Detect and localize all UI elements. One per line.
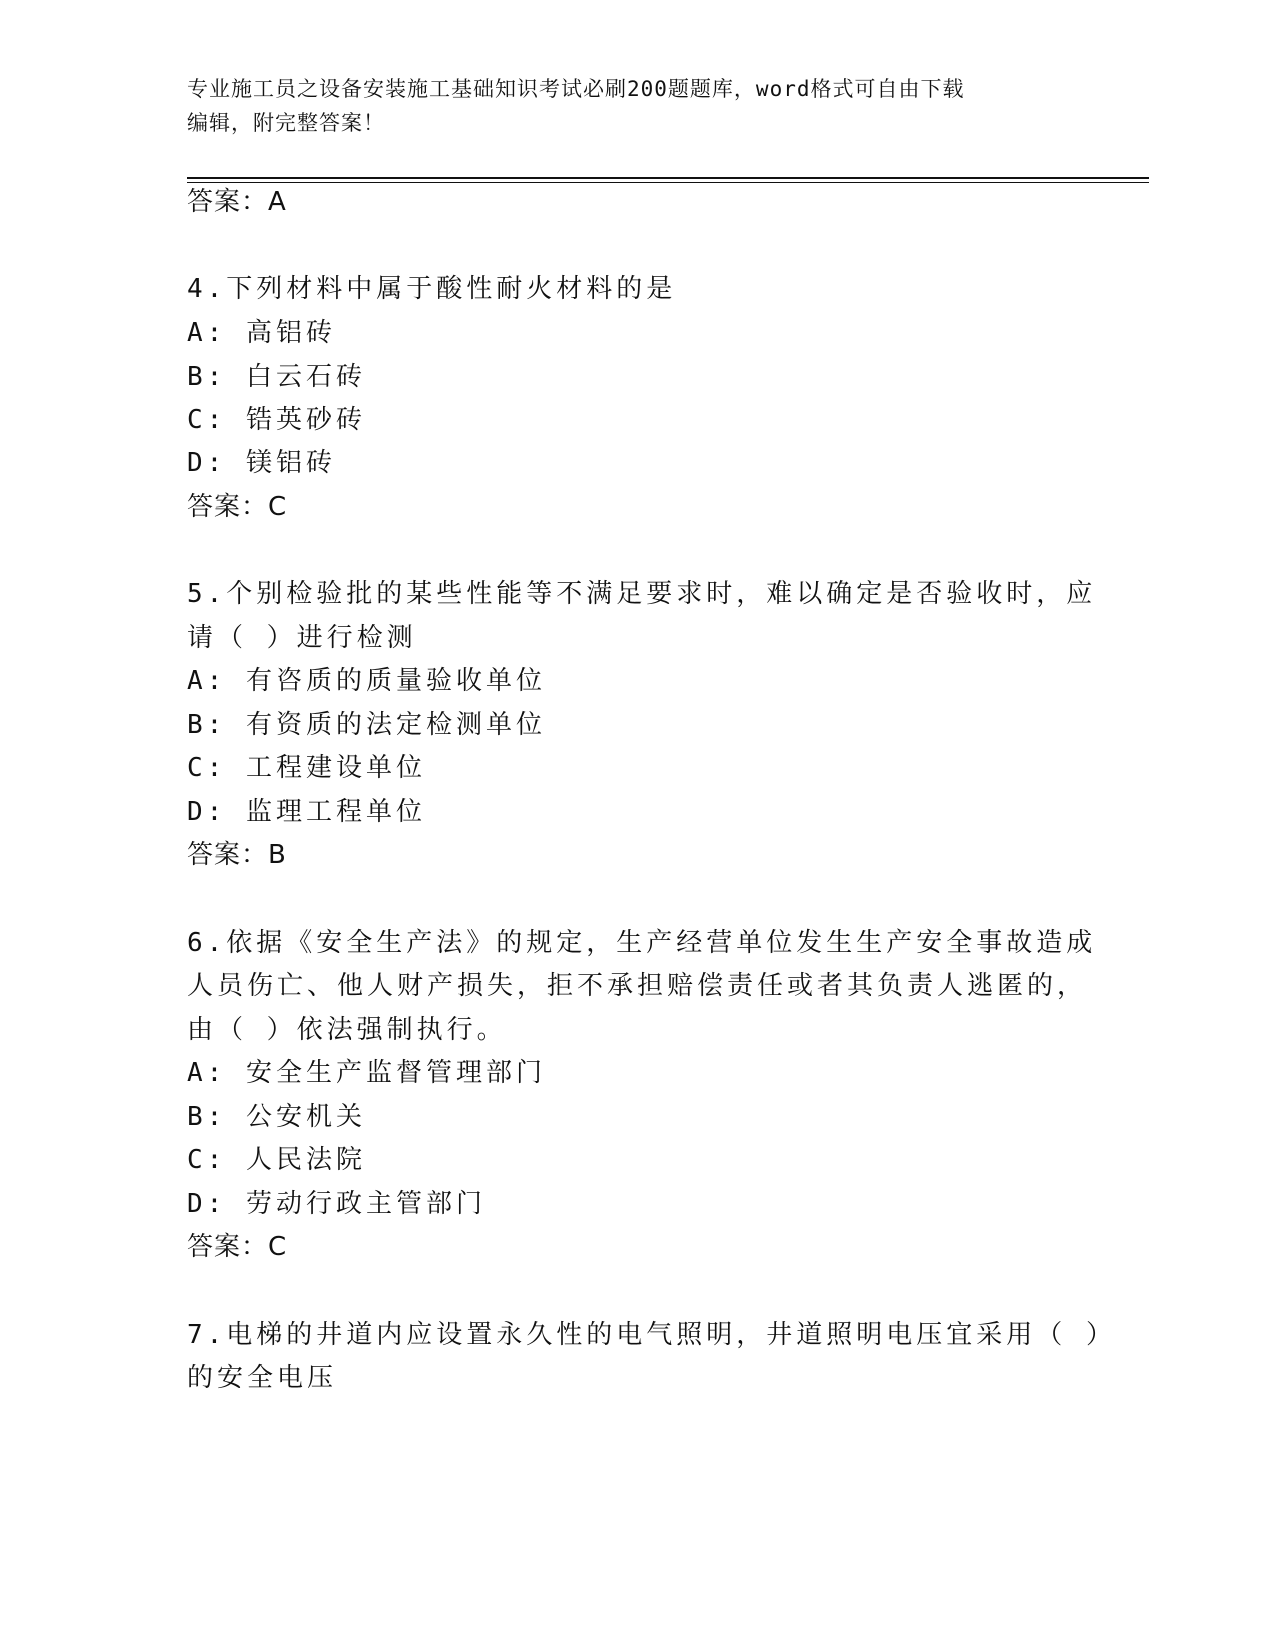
question-5-line-2: 请（ ）进行检测 (187, 623, 417, 653)
question-6-line-1: 6.依据《安全生产法》的规定，生产经营单位发生生产安全事故造成 (187, 928, 1097, 958)
header-rule-thin (187, 182, 1149, 183)
question-4: 4.下列材料中属于酸性耐火材料的是 (187, 274, 677, 304)
q5-option-c: C: 工程建设单位 (187, 753, 426, 783)
answer-q5: 答案：B (187, 840, 287, 870)
q6-option-d: D: 劳动行政主管部门 (187, 1189, 486, 1219)
header-rule-thick (187, 177, 1149, 179)
q5-option-d: D: 监理工程单位 (187, 797, 426, 827)
q4-option-b: B: 白云石砖 (187, 362, 366, 392)
q6-option-c: C: 人民法院 (187, 1145, 366, 1175)
question-5-line-1: 5.个别检验批的某些性能等不满足要求时，难以确定是否验收时，应 (187, 579, 1097, 609)
q4-option-d: D: 镁铝砖 (187, 448, 336, 478)
q5-option-a: A: 有咨质的质量验收单位 (187, 666, 546, 696)
q5-option-b: B: 有资质的法定检测单位 (187, 710, 546, 740)
header-line-1: 专业施工员之设备安装施工基础知识考试必刷200题题库，word格式可自由下载 (187, 77, 965, 101)
q4-option-c: C: 锆英砂砖 (187, 405, 366, 435)
q6-option-a: A: 安全生产监督管理部门 (187, 1058, 546, 1088)
q6-option-b: B: 公安机关 (187, 1102, 366, 1132)
q4-option-a: A: 高铝砖 (187, 318, 336, 348)
answer-q4: 答案：C (187, 492, 288, 522)
header-line-2: 编辑，附完整答案！ (187, 111, 385, 135)
document-header (187, 72, 1067, 140)
answer-q6: 答案：C (187, 1232, 288, 1262)
question-7-line-2: 的安全电压 (187, 1363, 338, 1393)
question-6-line-2: 人员伤亡、他人财产损失，拒不承担赔偿责任或者其负责人逃匿的， (187, 971, 1088, 1001)
question-7-line-1: 7.电梯的井道内应设置永久性的电气照明，井道照明电压宜采用（ ） (187, 1320, 1116, 1350)
question-6-line-3: 由（ ）依法强制执行。 (187, 1015, 507, 1045)
answer-q3: 答案：A (187, 187, 287, 217)
